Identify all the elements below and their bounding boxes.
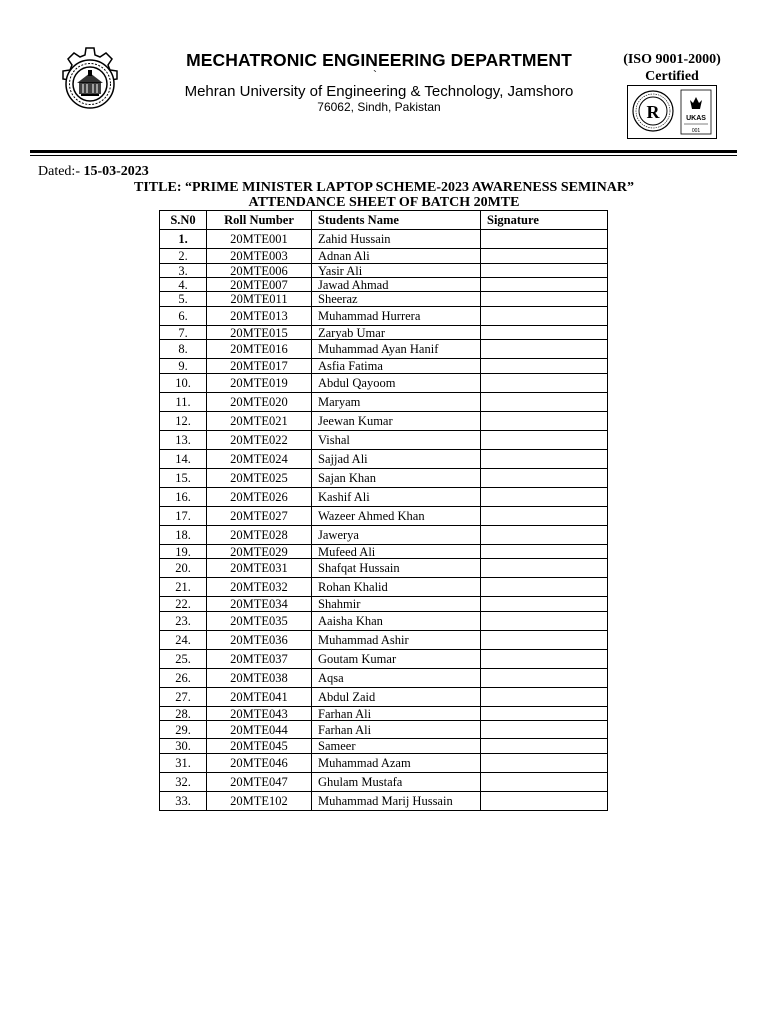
table-row: [160, 292, 608, 307]
roll-number-cell: 20MTE034: [207, 597, 312, 612]
attendance-table: [159, 210, 608, 811]
iso-certification: [618, 51, 726, 85]
serial-number-cell: 20.: [160, 559, 207, 578]
column-header-signature: Signature: [481, 211, 608, 230]
table-row: [160, 559, 608, 578]
table-row: [160, 412, 608, 431]
signature-cell: [481, 669, 608, 688]
stray-mark: `: [373, 68, 377, 82]
serial-number-cell: 16.: [160, 488, 207, 507]
table-row: [160, 340, 608, 359]
serial-number-cell: 1.: [160, 230, 207, 249]
table-row: [160, 792, 608, 811]
table-row: [160, 578, 608, 597]
certification-marks-icon: [628, 86, 716, 138]
student-name-cell: Goutam Kumar: [312, 650, 481, 669]
serial-number-cell: 13.: [160, 431, 207, 450]
signature-cell: [481, 292, 608, 307]
roll-number-cell: 20MTE046: [207, 754, 312, 773]
serial-number-cell: 30.: [160, 739, 207, 754]
dated-label: Dated:-: [38, 164, 80, 179]
serial-number-cell: 14.: [160, 450, 207, 469]
student-name-cell: Sajjad Ali: [312, 450, 481, 469]
serial-number-cell: 21.: [160, 578, 207, 597]
roll-number-cell: 20MTE032: [207, 578, 312, 597]
university-logo: [52, 46, 128, 122]
certified-label: Certified: [645, 69, 699, 84]
student-name-cell: Maryam: [312, 393, 481, 412]
serial-number-cell: 27.: [160, 688, 207, 707]
roll-number-cell: 20MTE035: [207, 612, 312, 631]
student-name-cell: Ghulam Mustafa: [312, 773, 481, 792]
table-row: [160, 612, 608, 631]
table-row: [160, 721, 608, 739]
table-row: [160, 278, 608, 292]
table-row: [160, 545, 608, 559]
student-name-cell: Jawad Ahmad: [312, 278, 481, 292]
signature-cell: [481, 393, 608, 412]
iso-label: (ISO 9001-2000): [623, 52, 721, 67]
signature-cell: [481, 431, 608, 450]
roll-number-cell: 20MTE029: [207, 545, 312, 559]
column-header-sn: S.N0: [160, 211, 207, 230]
roll-number-cell: 20MTE003: [207, 249, 312, 264]
serial-number-cell: 22.: [160, 597, 207, 612]
signature-cell: [481, 545, 608, 559]
student-name-cell: Muhammad Hurrera: [312, 307, 481, 326]
signature-cell: [481, 578, 608, 597]
roll-number-cell: 20MTE043: [207, 707, 312, 721]
serial-number-cell: 11.: [160, 393, 207, 412]
roll-number-cell: 20MTE041: [207, 688, 312, 707]
signature-cell: [481, 559, 608, 578]
table-row: [160, 307, 608, 326]
student-name-cell: Sheeraz: [312, 292, 481, 307]
serial-number-cell: 8.: [160, 340, 207, 359]
table-row: [160, 739, 608, 754]
serial-number-cell: 28.: [160, 707, 207, 721]
student-name-cell: Aaisha Khan: [312, 612, 481, 631]
student-name-cell: Jawerya: [312, 526, 481, 545]
certification-logo: [627, 85, 717, 139]
signature-cell: [481, 326, 608, 340]
roll-number-cell: 20MTE021: [207, 412, 312, 431]
serial-number-cell: 18.: [160, 526, 207, 545]
table-row: [160, 249, 608, 264]
student-name-cell: Abdul Qayoom: [312, 374, 481, 393]
ukas-text: UKAS: [686, 115, 706, 122]
student-name-cell: Abdul Zaid: [312, 688, 481, 707]
roll-number-cell: 20MTE020: [207, 393, 312, 412]
roll-number-cell: 20MTE013: [207, 307, 312, 326]
table-body: [160, 230, 608, 811]
table-row: [160, 597, 608, 612]
signature-cell: [481, 340, 608, 359]
signature-cell: [481, 792, 608, 811]
table-row: [160, 469, 608, 488]
signature-cell: [481, 230, 608, 249]
svg-text:R: R: [646, 102, 660, 122]
serial-number-cell: 15.: [160, 469, 207, 488]
student-name-cell: Muhammad Marij Hussain: [312, 792, 481, 811]
dated-value: 15-03-2023: [83, 164, 149, 179]
roll-number-cell: 20MTE028: [207, 526, 312, 545]
roll-number-cell: 20MTE001: [207, 230, 312, 249]
table-row: [160, 393, 608, 412]
department-title: MECHATRONIC ENGINEERING DEPARTMENT: [186, 50, 572, 70]
column-header-name: Students Name: [312, 211, 481, 230]
signature-cell: [481, 359, 608, 374]
student-name-cell: Muhammad Ashir: [312, 631, 481, 650]
sheet-subtitle: ATTENDANCE SHEET OF BATCH 20MTE: [248, 195, 520, 210]
student-name-cell: Asfia Fatima: [312, 359, 481, 374]
student-name-cell: Kashif Ali: [312, 488, 481, 507]
serial-number-cell: 23.: [160, 612, 207, 631]
serial-number-cell: 32.: [160, 773, 207, 792]
serial-number-cell: 31.: [160, 754, 207, 773]
student-name-cell: Aqsa: [312, 669, 481, 688]
student-name-cell: Shahmir: [312, 597, 481, 612]
roll-number-cell: 20MTE024: [207, 450, 312, 469]
student-name-cell: Shafqat Hussain: [312, 559, 481, 578]
serial-number-cell: 7.: [160, 326, 207, 340]
serial-number-cell: 4.: [160, 278, 207, 292]
column-header-roll: Roll Number: [207, 211, 312, 230]
student-name-cell: Jeewan Kumar: [312, 412, 481, 431]
student-name-cell: Sameer: [312, 739, 481, 754]
roll-number-cell: 20MTE031: [207, 559, 312, 578]
serial-number-cell: 2.: [160, 249, 207, 264]
roll-number-cell: 20MTE038: [207, 669, 312, 688]
signature-cell: [481, 754, 608, 773]
student-name-cell: Farhan Ali: [312, 707, 481, 721]
table-row: [160, 526, 608, 545]
serial-number-cell: 19.: [160, 545, 207, 559]
table-row: [160, 374, 608, 393]
signature-cell: [481, 307, 608, 326]
student-name-cell: Zaryab Umar: [312, 326, 481, 340]
student-name-cell: Adnan Ali: [312, 249, 481, 264]
table-row: [160, 264, 608, 278]
signature-cell: [481, 469, 608, 488]
serial-number-cell: 26.: [160, 669, 207, 688]
university-name: Mehran University of Engineering & Technology, Jamshoro: [184, 83, 574, 100]
student-name-cell: Sajan Khan: [312, 469, 481, 488]
signature-cell: [481, 707, 608, 721]
serial-number-cell: 24.: [160, 631, 207, 650]
student-name-cell: Zahid Hussain: [312, 230, 481, 249]
address: 76062, Sindh, Pakistan: [317, 100, 441, 114]
roll-number-cell: 20MTE011: [207, 292, 312, 307]
roll-number-cell: 20MTE016: [207, 340, 312, 359]
roll-number-cell: 20MTE019: [207, 374, 312, 393]
table-row: [160, 488, 608, 507]
student-name-cell: Wazeer Ahmed Khan: [312, 507, 481, 526]
roll-number-cell: 20MTE037: [207, 650, 312, 669]
roll-number-cell: 20MTE036: [207, 631, 312, 650]
student-name-cell: Muhammad Ayan Hanif: [312, 340, 481, 359]
roll-number-cell: 20MTE017: [207, 359, 312, 374]
signature-cell: [481, 773, 608, 792]
table-row: [160, 773, 608, 792]
table-row: [160, 450, 608, 469]
serial-number-cell: 10.: [160, 374, 207, 393]
roll-number-cell: 20MTE026: [207, 488, 312, 507]
header-rule-thin: [30, 155, 737, 156]
table-row: [160, 507, 608, 526]
table-row: [160, 631, 608, 650]
serial-number-cell: 5.: [160, 292, 207, 307]
signature-cell: [481, 374, 608, 393]
roll-number-cell: 20MTE015: [207, 326, 312, 340]
roll-number-cell: 20MTE044: [207, 721, 312, 739]
table-header-row: [160, 211, 608, 230]
table-row: [160, 326, 608, 340]
signature-cell: [481, 249, 608, 264]
serial-number-cell: 3.: [160, 264, 207, 278]
roll-number-cell: 20MTE025: [207, 469, 312, 488]
table-row: [160, 431, 608, 450]
roll-number-cell: 20MTE045: [207, 739, 312, 754]
roll-number-cell: 20MTE007: [207, 278, 312, 292]
ukas-number: 001: [691, 128, 701, 134]
table-row: [160, 230, 608, 249]
signature-cell: [481, 278, 608, 292]
signature-cell: [481, 526, 608, 545]
roll-number-cell: 20MTE022: [207, 431, 312, 450]
table-row: [160, 650, 608, 669]
signature-cell: [481, 412, 608, 431]
serial-number-cell: 17.: [160, 507, 207, 526]
serial-number-cell: 33.: [160, 792, 207, 811]
seminar-title: TITLE: “PRIME MINISTER LAPTOP SCHEME-2023 AWARENESS SEMINAR”: [134, 180, 634, 195]
signature-cell: [481, 612, 608, 631]
table-row: [160, 688, 608, 707]
signature-cell: [481, 264, 608, 278]
roll-number-cell: 20MTE006: [207, 264, 312, 278]
signature-cell: [481, 650, 608, 669]
student-name-cell: Vishal: [312, 431, 481, 450]
signature-cell: [481, 688, 608, 707]
serial-number-cell: 29.: [160, 721, 207, 739]
date-line: [38, 164, 149, 180]
signature-cell: [481, 721, 608, 739]
serial-number-cell: 25.: [160, 650, 207, 669]
signature-cell: [481, 597, 608, 612]
student-name-cell: Muhammad Azam: [312, 754, 481, 773]
student-name-cell: Yasir Ali: [312, 264, 481, 278]
serial-number-cell: 12.: [160, 412, 207, 431]
table-row: [160, 669, 608, 688]
table-row: [160, 359, 608, 374]
signature-cell: [481, 488, 608, 507]
signature-cell: [481, 739, 608, 754]
header-rule: [30, 150, 737, 153]
serial-number-cell: 6.: [160, 307, 207, 326]
signature-cell: [481, 631, 608, 650]
student-name-cell: Rohan Khalid: [312, 578, 481, 597]
student-name-cell: Mufeed Ali: [312, 545, 481, 559]
serial-number-cell: 9.: [160, 359, 207, 374]
table-row: [160, 707, 608, 721]
roll-number-cell: 20MTE047: [207, 773, 312, 792]
table-row: [160, 754, 608, 773]
signature-cell: [481, 450, 608, 469]
roll-number-cell: 20MTE027: [207, 507, 312, 526]
student-name-cell: Farhan Ali: [312, 721, 481, 739]
roll-number-cell: 20MTE102: [207, 792, 312, 811]
signature-cell: [481, 507, 608, 526]
